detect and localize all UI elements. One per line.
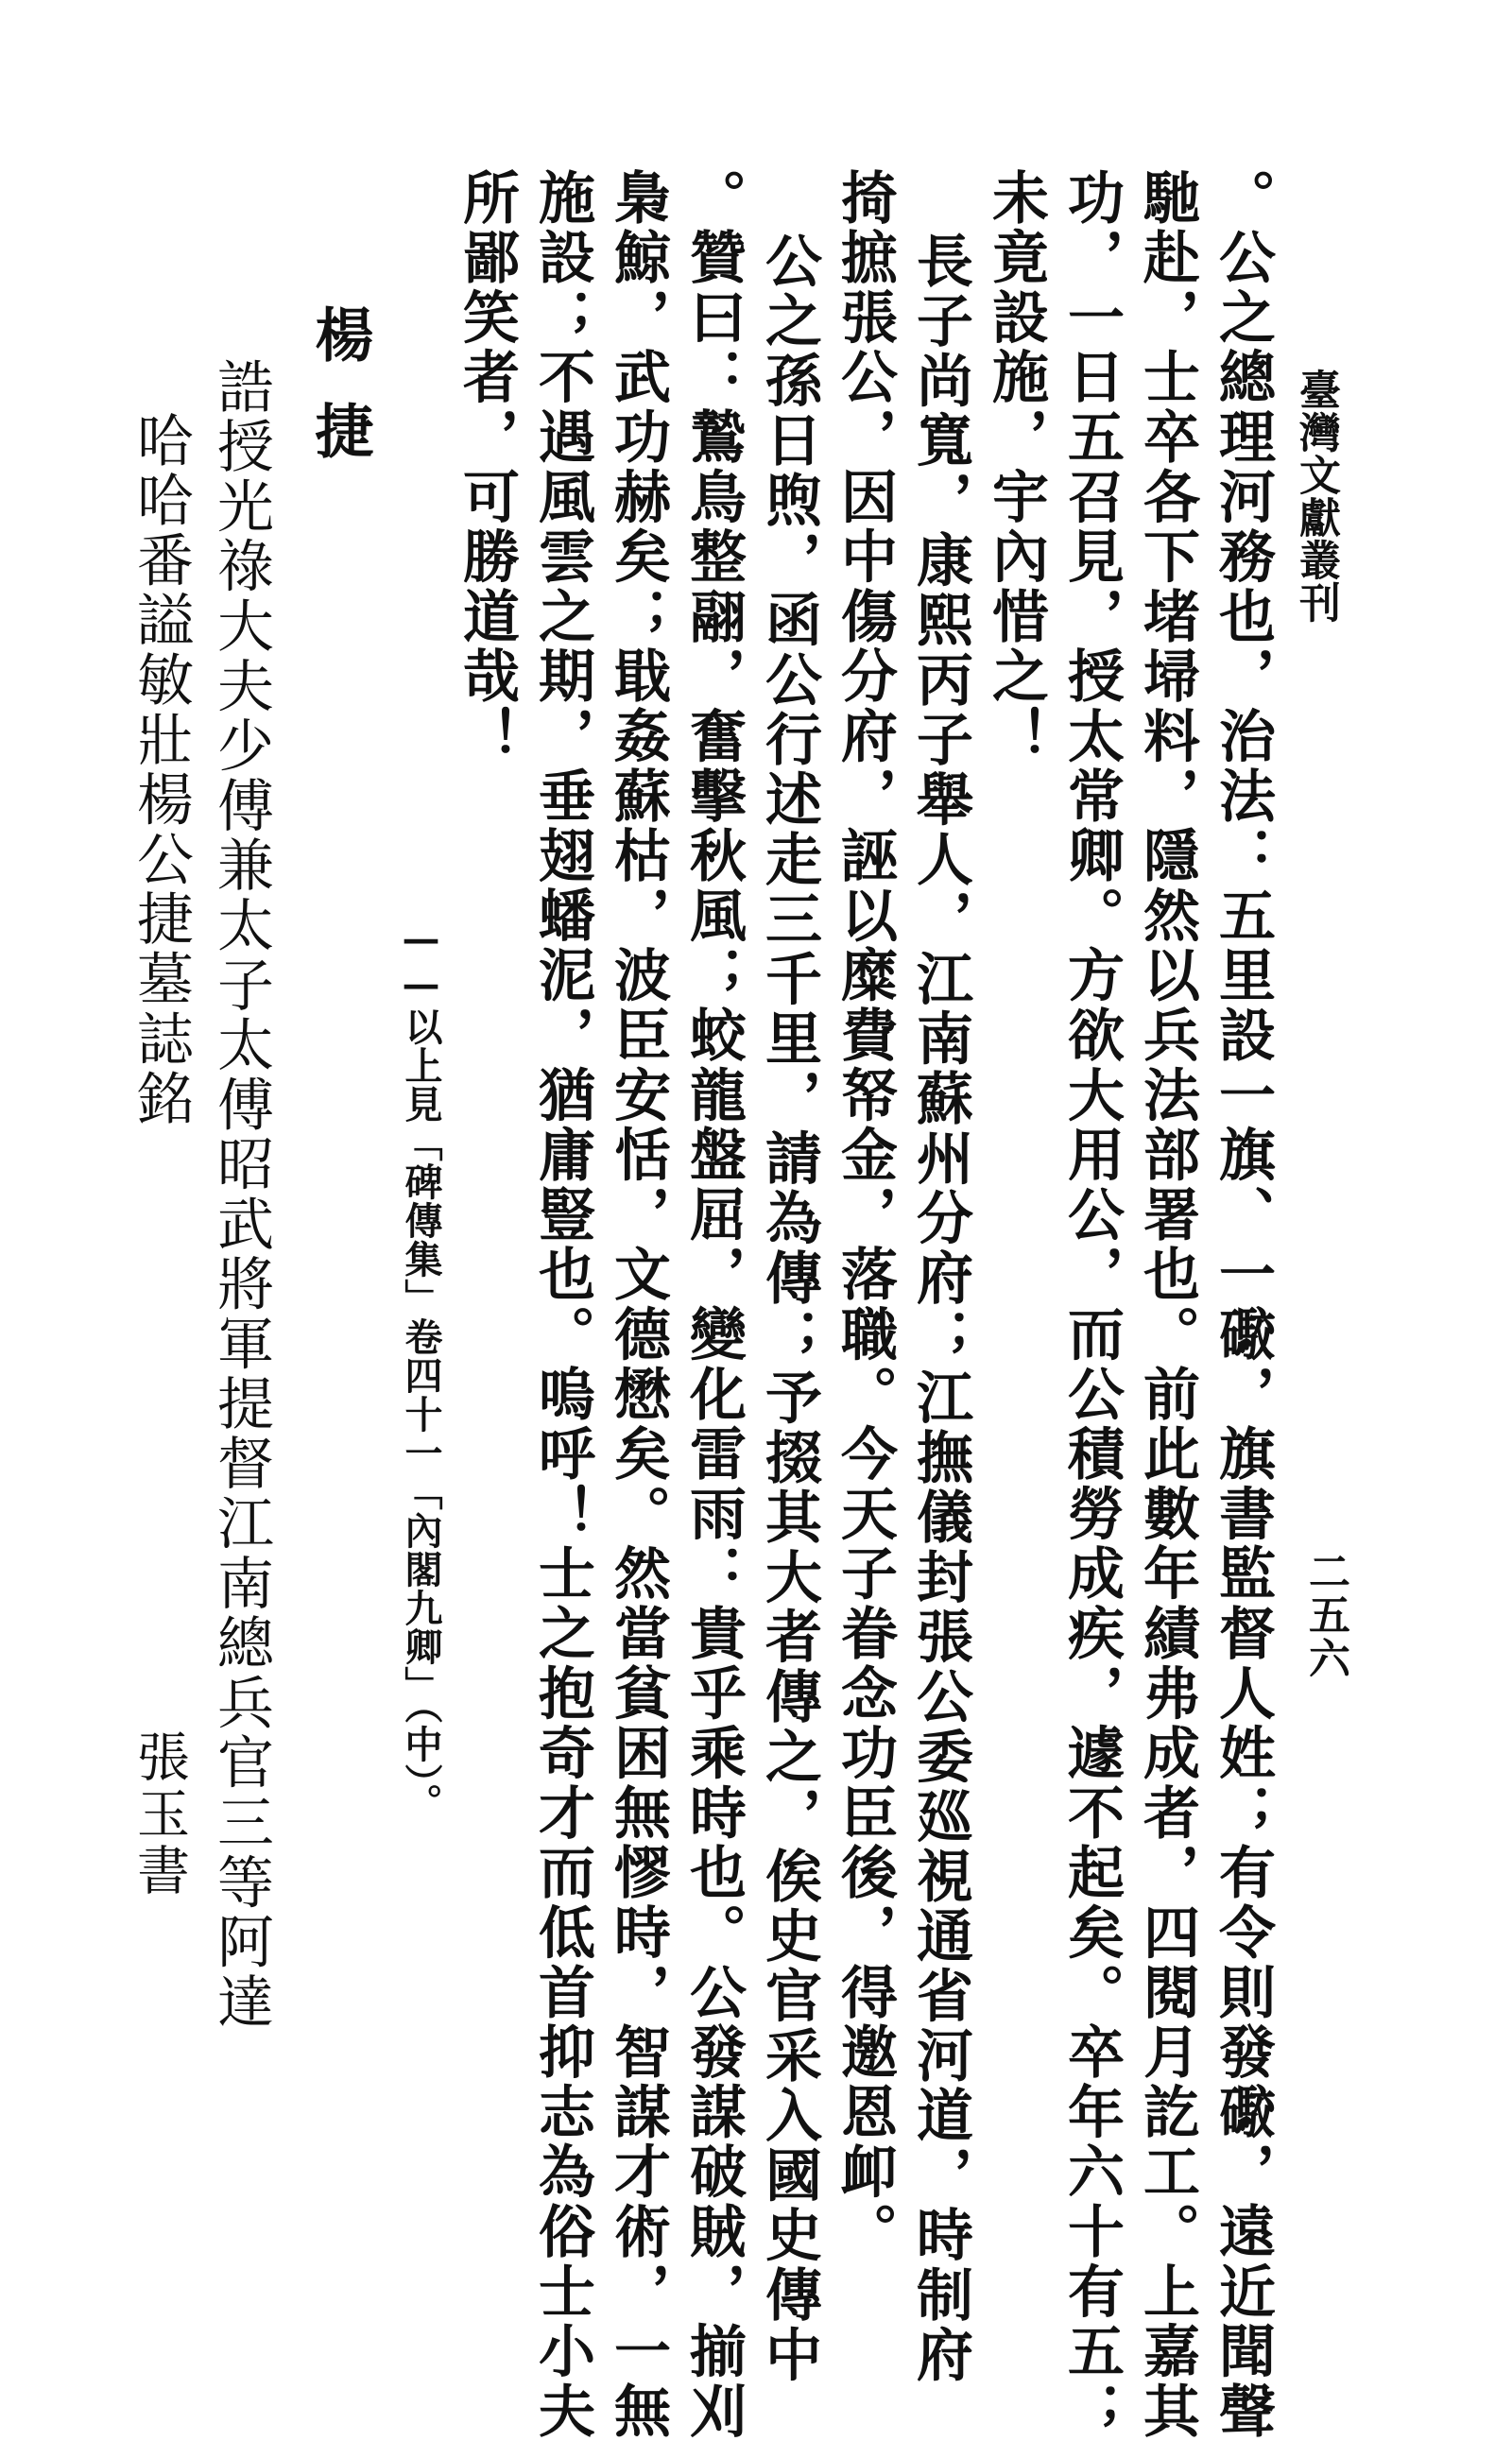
text-column-4: 未竟設施，宇內惜之！ [983,168,1049,766]
page-number: 二五六 [1301,1550,1349,1680]
section-heading: 楊捷 [305,304,374,497]
running-header-title: 臺灣文獻叢刊 [1292,369,1340,624]
text-column-3: 功，一日五召見，授太常卿。方欲大用公，而公積勞成疾，遽不起矣。卒年六十有五； [1058,168,1125,2441]
text-column-9: 梟鯨，武功赫矣；戢姦蘇枯，波臣安恬，文德懋矣。然當貧困無憀時，智謀才術，一無 [605,168,671,2441]
epitaph-title-line-2: 哈哈番謚敏壯楊公捷墓誌銘 [128,411,194,1129]
text-column-1: 。公之總理河務也，治法：五里設一旗、一礮，旗書監督人姓；有令則發礮，遠近聞聲 [1210,168,1276,2441]
text-column-2: 馳赴，士卒各下堵埽料，隱然以兵法部署也。前此數年績弗成者，四閱月訖工。上嘉其 [1134,168,1200,2441]
text-column-10: 施設；不遇風雲之期，垂翅蟠泥，猶庸豎也。嗚呼！士之抱奇才而低首抑志為俗士小夫 [529,168,595,2441]
text-column-6: 掎摭張公，因中傷分府，誣以糜費帑金，落職。今天子眷念功臣後，得邀恩卹。 [832,168,898,2262]
author-name: 張玉書 [129,1729,190,1900]
text-column-7: 公之孫日煦，函公行述走三千里，請為傳；予掇其大者傳之，俟史官采入國史傳中 [756,232,822,2385]
text-column-11: 所鄙笑者，可勝道哉！ [454,168,520,766]
epitaph-title-line-1: 誥授光祿大夫少傅兼太子太傅昭武將軍提督江南總兵官三等阿達 [208,357,274,2033]
text-column-5: 長子尚寬，康熙丙子舉人，江南蘇州分府；江撫儀封張公委廵視通省河道，時制府 [907,232,973,2385]
source-citation: ——以上見「碑傳集」卷四十一「內閣九卿」（中）。 [399,917,443,1822]
text-column-8: 。贊曰：鷙鳥整翮，奮擊秋風；蛟龍盤屈，變化雷雨：貴乎乘時也。公發謀破賊，揃刈 [680,168,747,2441]
